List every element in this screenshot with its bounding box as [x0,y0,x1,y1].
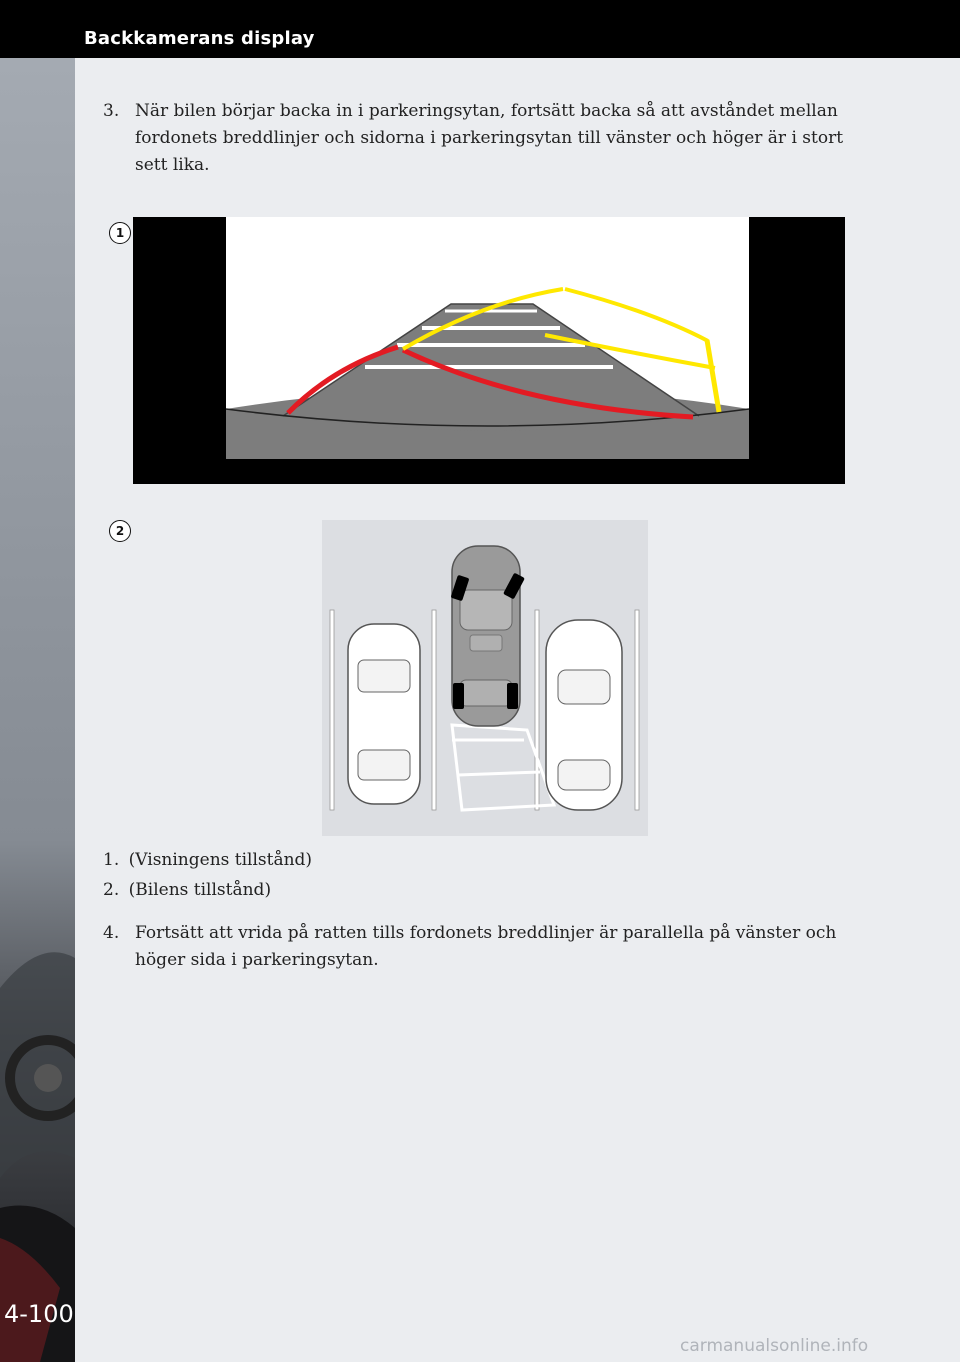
figure-marker-1: 1 [109,222,131,244]
step-4-number: 4. [103,923,120,943]
step-4-line-2: höger sida i parkeringsytan. [135,950,379,970]
caption-2-number: 2. [103,880,120,900]
page-content [75,58,960,1362]
figure-marker-2: 2 [109,520,131,542]
caption-1 [103,848,503,872]
step-3-line-3: sett lika. [135,155,210,175]
watermark-text: carmanualsonline.info [680,1336,869,1356]
step-3-line-1: När bilen börjar backa in i parkeringsytan, fortsätt backa så att avståndet mellan [135,101,838,121]
step-3 [103,98,893,180]
camera-display-figure [133,217,845,484]
page-number: 4-100 [4,1300,74,1328]
page-header [0,0,960,58]
section-title: Backkamerans display [84,28,315,49]
step-4-line-1: Fortsätt att vrida på ratten tills fordonets breddlinjer är parallella på vänster och [135,923,837,943]
car-parking-figure [322,520,648,836]
sidebar-photo-strip [0,58,75,1362]
caption-2-text: (Bilens tillstånd) [128,880,272,900]
step-3-number: 3. [103,101,120,121]
step-4 [103,920,893,976]
caption-1-number: 1. [103,850,120,870]
interior-photo [0,58,75,1362]
caption-2 [103,878,503,902]
step-3-line-2: fordonets breddlinjer och sidorna i parkeringsytan till vänster och höger är i stort [135,128,844,148]
caption-1-text: (Visningens tillstånd) [128,850,313,870]
